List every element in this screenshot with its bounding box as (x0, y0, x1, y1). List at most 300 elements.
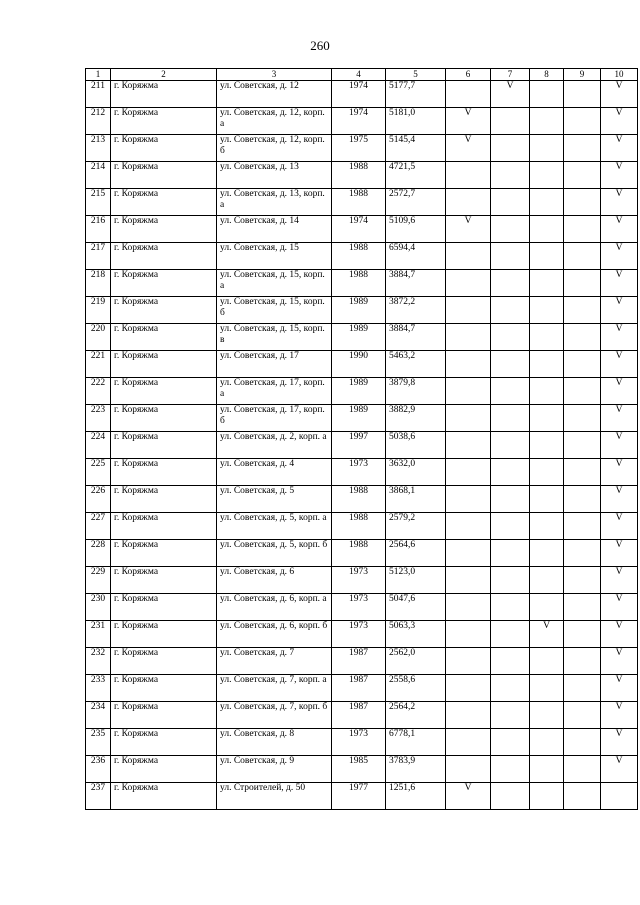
row-mark-col7 (491, 432, 530, 459)
table-row (86, 648, 638, 675)
table-row (86, 567, 638, 594)
row-mark-col7 (491, 405, 530, 432)
row-mark-col7 (491, 513, 530, 540)
row-address: ул. Строителей, д. 50 (217, 783, 332, 810)
row-mark-col8 (530, 324, 564, 351)
row-mark-col8 (530, 648, 564, 675)
row-mark-col10: V (601, 594, 638, 621)
row-year: 1973 (332, 729, 386, 756)
row-mark-col9 (564, 459, 601, 486)
row-mark-col9 (564, 270, 601, 297)
row-city: г. Коряжма (111, 729, 217, 756)
row-year: 1974 (332, 81, 386, 108)
row-area: 3868,1 (386, 486, 446, 513)
row-mark-col7 (491, 108, 530, 135)
row-mark-col9 (564, 108, 601, 135)
row-address: ул. Советская, д. 6 (217, 567, 332, 594)
row-year: 1977 (332, 783, 386, 810)
row-address: ул. Советская, д. 17 (217, 351, 332, 378)
row-year: 1988 (332, 189, 386, 216)
column-header: 1 (86, 69, 111, 81)
row-mark-col7 (491, 297, 530, 324)
row-mark-col7 (491, 162, 530, 189)
row-area: 5109,6 (386, 216, 446, 243)
row-mark-col7 (491, 459, 530, 486)
row-address: ул. Советская, д. 7, корп. б (217, 702, 332, 729)
row-mark-col7 (491, 621, 530, 648)
row-address: ул. Советская, д. 5, корп. б (217, 540, 332, 567)
row-mark-col10: V (601, 567, 638, 594)
column-header: 2 (111, 69, 217, 81)
row-city: г. Коряжма (111, 513, 217, 540)
row-number: 237 (86, 783, 111, 810)
row-address: ул. Советская, д. 7 (217, 648, 332, 675)
row-address: ул. Советская, д. 15, корп. б (217, 297, 332, 324)
row-mark-col7 (491, 783, 530, 810)
row-mark-col8 (530, 243, 564, 270)
row-city: г. Коряжма (111, 567, 217, 594)
row-number: 215 (86, 189, 111, 216)
row-mark-col8 (530, 351, 564, 378)
table-row (86, 378, 638, 405)
row-area: 2562,0 (386, 648, 446, 675)
row-mark-col10: V (601, 432, 638, 459)
row-mark-col10: V (601, 351, 638, 378)
row-mark-col9 (564, 324, 601, 351)
row-address: ул. Советская, д. 17, корп. а (217, 378, 332, 405)
row-year: 1988 (332, 243, 386, 270)
table-row (86, 459, 638, 486)
row-address: ул. Советская, д. 14 (217, 216, 332, 243)
row-mark-col9 (564, 540, 601, 567)
row-mark-col6 (446, 270, 491, 297)
row-address: ул. Советская, д. 15, корп. в (217, 324, 332, 351)
row-mark-col7 (491, 243, 530, 270)
page-number: 260 (310, 38, 330, 53)
row-city: г. Коряжма (111, 162, 217, 189)
row-mark-col9 (564, 648, 601, 675)
row-year: 1974 (332, 108, 386, 135)
row-number: 235 (86, 729, 111, 756)
row-city: г. Коряжма (111, 540, 217, 567)
row-city: г. Коряжма (111, 783, 217, 810)
row-mark-col6: V (446, 783, 491, 810)
row-mark-col10: V (601, 135, 638, 162)
row-mark-col8 (530, 108, 564, 135)
row-mark-col10: V (601, 81, 638, 108)
row-mark-col9 (564, 135, 601, 162)
row-number: 217 (86, 243, 111, 270)
row-mark-col9 (564, 297, 601, 324)
row-city: г. Коряжма (111, 351, 217, 378)
row-mark-col8 (530, 162, 564, 189)
row-mark-col8 (530, 783, 564, 810)
row-mark-col7: V (491, 81, 530, 108)
row-year: 1989 (332, 405, 386, 432)
table-row (86, 702, 638, 729)
row-year: 1988 (332, 540, 386, 567)
row-mark-col9 (564, 783, 601, 810)
row-mark-col8 (530, 513, 564, 540)
row-city: г. Коряжма (111, 486, 217, 513)
row-area: 5063,3 (386, 621, 446, 648)
table-row (86, 135, 638, 162)
table-row (86, 756, 638, 783)
row-mark-col6 (446, 432, 491, 459)
row-mark-col7 (491, 378, 530, 405)
row-mark-col10: V (601, 162, 638, 189)
row-mark-col8 (530, 567, 564, 594)
row-city: г. Коряжма (111, 648, 217, 675)
row-mark-col6 (446, 243, 491, 270)
table-row (86, 162, 638, 189)
row-area: 5123,0 (386, 567, 446, 594)
row-city: г. Коряжма (111, 459, 217, 486)
row-number: 223 (86, 405, 111, 432)
row-area: 3879,8 (386, 378, 446, 405)
column-number-row (86, 69, 638, 81)
row-mark-col8 (530, 486, 564, 513)
row-area: 2558,6 (386, 675, 446, 702)
row-year: 1987 (332, 675, 386, 702)
row-year: 1973 (332, 567, 386, 594)
row-mark-col8 (530, 702, 564, 729)
row-city: г. Коряжма (111, 702, 217, 729)
row-mark-col9 (564, 594, 601, 621)
table-row (86, 783, 638, 810)
row-mark-col8 (530, 675, 564, 702)
row-mark-col7 (491, 216, 530, 243)
row-mark-col10: V (601, 405, 638, 432)
row-mark-col9 (564, 675, 601, 702)
row-year: 1990 (332, 351, 386, 378)
row-area: 4721,5 (386, 162, 446, 189)
row-address: ул. Советская, д. 15 (217, 243, 332, 270)
row-city: г. Коряжма (111, 108, 217, 135)
row-number: 232 (86, 648, 111, 675)
row-area: 5177,7 (386, 81, 446, 108)
row-year: 1989 (332, 378, 386, 405)
row-number: 216 (86, 216, 111, 243)
row-number: 224 (86, 432, 111, 459)
row-mark-col8 (530, 540, 564, 567)
table-row (86, 513, 638, 540)
row-mark-col7 (491, 702, 530, 729)
row-city: г. Коряжма (111, 432, 217, 459)
row-mark-col6: V (446, 216, 491, 243)
row-mark-col10: V (601, 324, 638, 351)
row-number: 231 (86, 621, 111, 648)
row-mark-col9 (564, 189, 601, 216)
row-address: ул. Советская, д. 17, корп. б (217, 405, 332, 432)
row-mark-col10: V (601, 108, 638, 135)
row-mark-col10: V (601, 513, 638, 540)
row-mark-col8 (530, 81, 564, 108)
row-mark-col7 (491, 135, 530, 162)
row-number: 234 (86, 702, 111, 729)
row-area: 3882,9 (386, 405, 446, 432)
row-address: ул. Советская, д. 9 (217, 756, 332, 783)
row-mark-col10: V (601, 378, 638, 405)
row-year: 1989 (332, 297, 386, 324)
row-number: 226 (86, 486, 111, 513)
column-header: 4 (332, 69, 386, 81)
table-row (86, 297, 638, 324)
table-row (86, 243, 638, 270)
row-mark-col8 (530, 135, 564, 162)
row-mark-col7 (491, 729, 530, 756)
row-mark-col6 (446, 459, 491, 486)
row-area: 2579,2 (386, 513, 446, 540)
row-mark-col6 (446, 675, 491, 702)
row-mark-col8 (530, 405, 564, 432)
table-row (86, 675, 638, 702)
row-mark-col8 (530, 378, 564, 405)
row-mark-col6 (446, 189, 491, 216)
table-row (86, 216, 638, 243)
row-mark-col7 (491, 594, 530, 621)
row-number: 220 (86, 324, 111, 351)
row-address: ул. Советская, д. 7, корп. а (217, 675, 332, 702)
row-number: 212 (86, 108, 111, 135)
row-city: г. Коряжма (111, 324, 217, 351)
row-year: 1987 (332, 648, 386, 675)
row-mark-col10: V (601, 621, 638, 648)
row-year: 1975 (332, 135, 386, 162)
row-mark-col8 (530, 459, 564, 486)
row-area: 6778,1 (386, 729, 446, 756)
row-mark-col10: V (601, 702, 638, 729)
row-area: 2564,6 (386, 540, 446, 567)
row-year: 1973 (332, 621, 386, 648)
table-row (86, 189, 638, 216)
row-mark-col7 (491, 648, 530, 675)
row-mark-col7 (491, 270, 530, 297)
row-year: 1988 (332, 513, 386, 540)
row-city: г. Коряжма (111, 270, 217, 297)
row-mark-col9 (564, 432, 601, 459)
row-city: г. Коряжма (111, 756, 217, 783)
row-mark-col6 (446, 594, 491, 621)
row-mark-col9 (564, 216, 601, 243)
row-city: г. Коряжма (111, 216, 217, 243)
row-mark-col9 (564, 243, 601, 270)
column-header: 7 (491, 69, 530, 81)
row-mark-col6 (446, 729, 491, 756)
row-mark-col10: V (601, 729, 638, 756)
row-address: ул. Советская, д. 5 (217, 486, 332, 513)
row-mark-col8 (530, 216, 564, 243)
row-area: 5463,2 (386, 351, 446, 378)
column-header: 8 (530, 69, 564, 81)
row-mark-col6 (446, 513, 491, 540)
row-mark-col9 (564, 81, 601, 108)
row-address: ул. Советская, д. 6, корп. а (217, 594, 332, 621)
row-address: ул. Советская, д. 15, корп. а (217, 270, 332, 297)
row-city: г. Коряжма (111, 81, 217, 108)
row-mark-col6: V (446, 108, 491, 135)
row-address: ул. Советская, д. 2, корп. а (217, 432, 332, 459)
row-mark-col9 (564, 567, 601, 594)
row-mark-col6 (446, 567, 491, 594)
row-number: 230 (86, 594, 111, 621)
row-address: ул. Советская, д. 8 (217, 729, 332, 756)
row-address: ул. Советская, д. 13, корп. а (217, 189, 332, 216)
row-mark-col8 (530, 756, 564, 783)
row-year: 1987 (332, 702, 386, 729)
row-mark-col7 (491, 324, 530, 351)
row-year: 1988 (332, 486, 386, 513)
row-address: ул. Советская, д. 12, корп. б (217, 135, 332, 162)
table-row (86, 594, 638, 621)
row-number: 229 (86, 567, 111, 594)
row-area: 3884,7 (386, 270, 446, 297)
row-mark-col10: V (601, 243, 638, 270)
row-city: г. Коряжма (111, 594, 217, 621)
row-address: ул. Советская, д. 12, корп. а (217, 108, 332, 135)
row-area: 5145,4 (386, 135, 446, 162)
row-mark-col6 (446, 621, 491, 648)
row-city: г. Коряжма (111, 675, 217, 702)
row-number: 214 (86, 162, 111, 189)
row-mark-col7 (491, 486, 530, 513)
row-year: 1973 (332, 594, 386, 621)
row-number: 222 (86, 378, 111, 405)
row-area: 3884,7 (386, 324, 446, 351)
row-area: 2572,7 (386, 189, 446, 216)
row-mark-col6 (446, 162, 491, 189)
row-mark-col9 (564, 702, 601, 729)
row-mark-col6 (446, 756, 491, 783)
row-year: 1989 (332, 324, 386, 351)
row-mark-col8 (530, 270, 564, 297)
row-mark-col9 (564, 162, 601, 189)
row-mark-col6 (446, 405, 491, 432)
row-area: 5181,0 (386, 108, 446, 135)
row-city: г. Коряжма (111, 189, 217, 216)
row-area: 3783,9 (386, 756, 446, 783)
table-row (86, 405, 638, 432)
row-mark-col10: V (601, 189, 638, 216)
row-city: г. Коряжма (111, 621, 217, 648)
table-row (86, 540, 638, 567)
row-mark-col6 (446, 351, 491, 378)
column-header: 6 (446, 69, 491, 81)
row-year: 1997 (332, 432, 386, 459)
row-mark-col10: V (601, 270, 638, 297)
row-mark-col6 (446, 324, 491, 351)
column-header: 9 (564, 69, 601, 81)
row-mark-col8 (530, 432, 564, 459)
row-mark-col6 (446, 378, 491, 405)
row-mark-col7 (491, 756, 530, 783)
row-mark-col7 (491, 540, 530, 567)
column-header: 3 (217, 69, 332, 81)
row-city: г. Коряжма (111, 297, 217, 324)
row-year: 1988 (332, 162, 386, 189)
row-area: 1251,6 (386, 783, 446, 810)
row-mark-col8 (530, 297, 564, 324)
row-mark-col10: V (601, 216, 638, 243)
row-mark-col6 (446, 486, 491, 513)
row-mark-col7 (491, 351, 530, 378)
column-header: 10 (601, 69, 638, 81)
row-address: ул. Советская, д. 13 (217, 162, 332, 189)
row-city: г. Коряжма (111, 243, 217, 270)
row-city: г. Коряжма (111, 135, 217, 162)
row-year: 1973 (332, 459, 386, 486)
row-number: 221 (86, 351, 111, 378)
row-number: 225 (86, 459, 111, 486)
row-address: ул. Советская, д. 4 (217, 459, 332, 486)
row-year: 1985 (332, 756, 386, 783)
row-mark-col6 (446, 297, 491, 324)
table-row (86, 270, 638, 297)
row-number: 228 (86, 540, 111, 567)
row-mark-col6 (446, 648, 491, 675)
row-mark-col6 (446, 81, 491, 108)
row-mark-col6 (446, 540, 491, 567)
row-mark-col10: V (601, 675, 638, 702)
row-mark-col8: V (530, 621, 564, 648)
row-year: 1974 (332, 216, 386, 243)
row-number: 213 (86, 135, 111, 162)
row-mark-col10: V (601, 648, 638, 675)
row-mark-col10: V (601, 486, 638, 513)
row-mark-col10: V (601, 297, 638, 324)
row-area: 2564,2 (386, 702, 446, 729)
table-row (86, 621, 638, 648)
row-number: 219 (86, 297, 111, 324)
table-row (86, 432, 638, 459)
row-mark-col9 (564, 351, 601, 378)
row-area: 3632,0 (386, 459, 446, 486)
row-mark-col7 (491, 675, 530, 702)
row-mark-col9 (564, 621, 601, 648)
column-header: 5 (386, 69, 446, 81)
row-mark-col8 (530, 189, 564, 216)
row-number: 233 (86, 675, 111, 702)
row-mark-col6 (446, 702, 491, 729)
row-address: ул. Советская, д. 12 (217, 81, 332, 108)
row-city: г. Коряжма (111, 378, 217, 405)
row-mark-col7 (491, 567, 530, 594)
table-row (86, 108, 638, 135)
row-address: ул. Советская, д. 5, корп. а (217, 513, 332, 540)
row-mark-col9 (564, 378, 601, 405)
row-mark-col9 (564, 513, 601, 540)
row-mark-col10: V (601, 459, 638, 486)
row-mark-col6: V (446, 135, 491, 162)
row-city: г. Коряжма (111, 405, 217, 432)
row-year: 1988 (332, 270, 386, 297)
table-row (86, 486, 638, 513)
table-row (86, 324, 638, 351)
row-mark-col9 (564, 486, 601, 513)
row-mark-col9 (564, 756, 601, 783)
table-row (86, 351, 638, 378)
row-mark-col10: V (601, 756, 638, 783)
row-number: 211 (86, 81, 111, 108)
row-mark-col9 (564, 729, 601, 756)
row-mark-col8 (530, 729, 564, 756)
row-mark-col10 (601, 783, 638, 810)
row-area: 5038,6 (386, 432, 446, 459)
table-row (86, 729, 638, 756)
row-mark-col9 (564, 405, 601, 432)
row-mark-col10: V (601, 540, 638, 567)
row-number: 236 (86, 756, 111, 783)
